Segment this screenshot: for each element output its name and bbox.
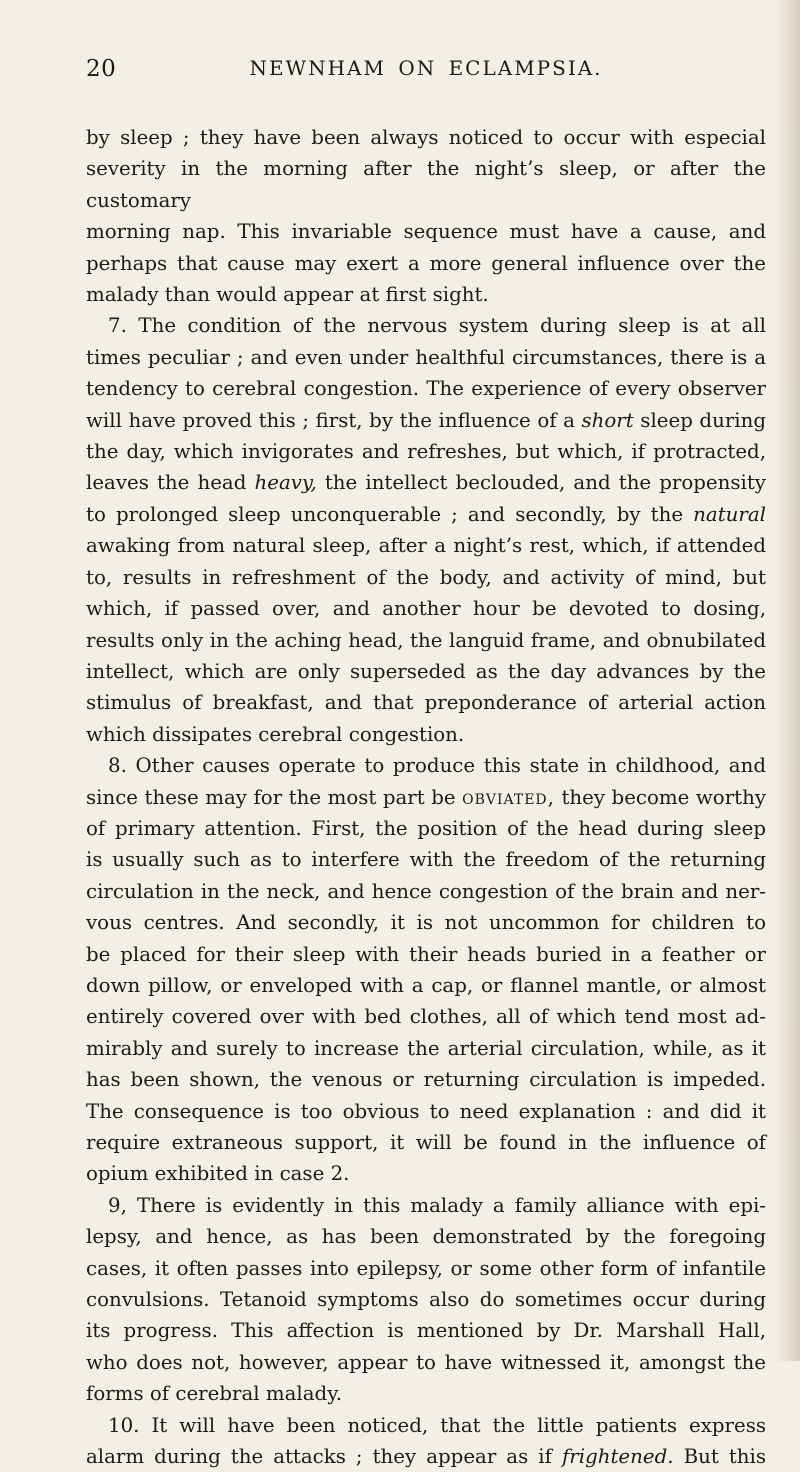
text-line: entirely covered over with bed clothes, all of which tend most ad- — [86, 1005, 766, 1029]
emphasis: frightened. — [561, 1445, 674, 1469]
running-title: NEWNHAM ON ECLAMPSIA. — [249, 56, 603, 80]
text-line: alarm during the attacks ; they appear as if frightened. But this — [86, 1445, 766, 1469]
text-line: require extraneous support, it will be found in the influence of — [86, 1131, 766, 1154]
text-line: times peculiar ; and even under healthful circumstances, there is a — [86, 345, 766, 369]
book-page — [86, 56, 766, 1472]
small-caps-word: obviated, — [462, 785, 555, 809]
text-line: forms of cerebral malady. — [86, 1382, 343, 1406]
text-line: be placed for their sleep with their heads buried in a feather or — [86, 942, 766, 966]
text-line: The consequence is too obvious to need explanation : and did it — [86, 1099, 766, 1123]
page-edge-shadow — [774, 0, 800, 1361]
text-line: is usually such as to interfere with the freedom of the returning — [86, 848, 766, 872]
page-header — [86, 56, 766, 96]
text-line: its progress. This affection is mentioned by Dr. Marshall Hall, — [86, 1319, 766, 1343]
text-line: intellect, which are only superseded as the day advances by the — [86, 659, 766, 683]
text-line: mirably and surely to increase the arterial circulation, while, as it — [86, 1036, 766, 1060]
text-line: severity in the morning after the night’s sleep, or after the customary — [86, 157, 766, 212]
text-line: malady than would appear at first sight. — [86, 283, 489, 307]
text-line: who does not, however, appear to have witnessed it, amongst the — [86, 1350, 766, 1374]
text-line: by sleep ; they have been always noticed to occur with especial — [86, 126, 766, 149]
text-line: awaking from natural sleep, after a night’s rest, which, if attended — [86, 534, 766, 558]
emphasis: heavy, — [254, 471, 317, 495]
text-line: perhaps that cause may exert a more general influence over the — [86, 251, 766, 275]
text-line: circulation in the neck, and hence congestion of the brain and ner- — [86, 879, 766, 903]
text-line: results only in the aching head, the languid frame, and obnubilated — [86, 628, 766, 652]
text-line: to, results in refreshment of the body, and activity of mind, but — [86, 565, 766, 589]
text-line: convulsions. Tetanoid symptoms also do sometimes occur during — [86, 1288, 766, 1312]
text-line: 7. The condition of the nervous system during sleep is at all — [108, 314, 766, 338]
text-line: will have proved this ; first, by the influence of a short sleep during — [86, 408, 767, 432]
text-line: has been shown, the venous or returning circulation is impeded. — [86, 1068, 766, 1092]
text-line: opium exhibited in case 2. — [86, 1162, 350, 1186]
text-line: cases, it often passes into epilepsy, or some other form of infantile — [86, 1256, 766, 1280]
text-line: tendency to cerebral congestion. The experience of every observer — [86, 377, 766, 401]
text-line: 8. Other causes operate to produce this state in childhood, and — [108, 754, 766, 778]
text-line: which, if passed over, and another hour be devoted to dosing, — [86, 597, 766, 621]
text-line: 9, There is evidently in this malady a family alliance with epi- — [108, 1193, 766, 1217]
emphasis: natural — [693, 502, 766, 526]
text-line: down pillow, or enveloped with a cap, or flannel mantle, or almost — [86, 973, 766, 997]
text-line: stimulus of breakfast, and that preponderance of arterial action — [86, 691, 766, 715]
text-line: since these may for the most part be obviated, they become worthy — [86, 785, 767, 809]
text-line: of primary attention. First, the position of the head during sleep — [86, 816, 766, 840]
body-text — [86, 122, 766, 1472]
text-line: leaves the head heavy, the intellect beclouded, and the propensity — [86, 471, 766, 495]
text-line: morning nap. This invariable sequence must have a cause, and — [86, 220, 766, 244]
emphasis: short — [581, 408, 634, 432]
text-line: vous centres. And secondly, it is not uncommon for children to — [86, 911, 766, 935]
text-line: the day, which invigorates and refreshes, but which, if protracted, — [86, 440, 766, 464]
text-line: 10. It will have been noticed, that the little patients express — [108, 1413, 766, 1437]
text-line: which dissipates cerebral congestion. — [86, 722, 465, 746]
text-line: lepsy, and hence, as has been demonstrated by the foregoing — [86, 1225, 766, 1249]
page-number: 20 — [86, 56, 117, 82]
text-line: to prolonged sleep unconquerable ; and secondly, by the natural — [86, 502, 766, 526]
